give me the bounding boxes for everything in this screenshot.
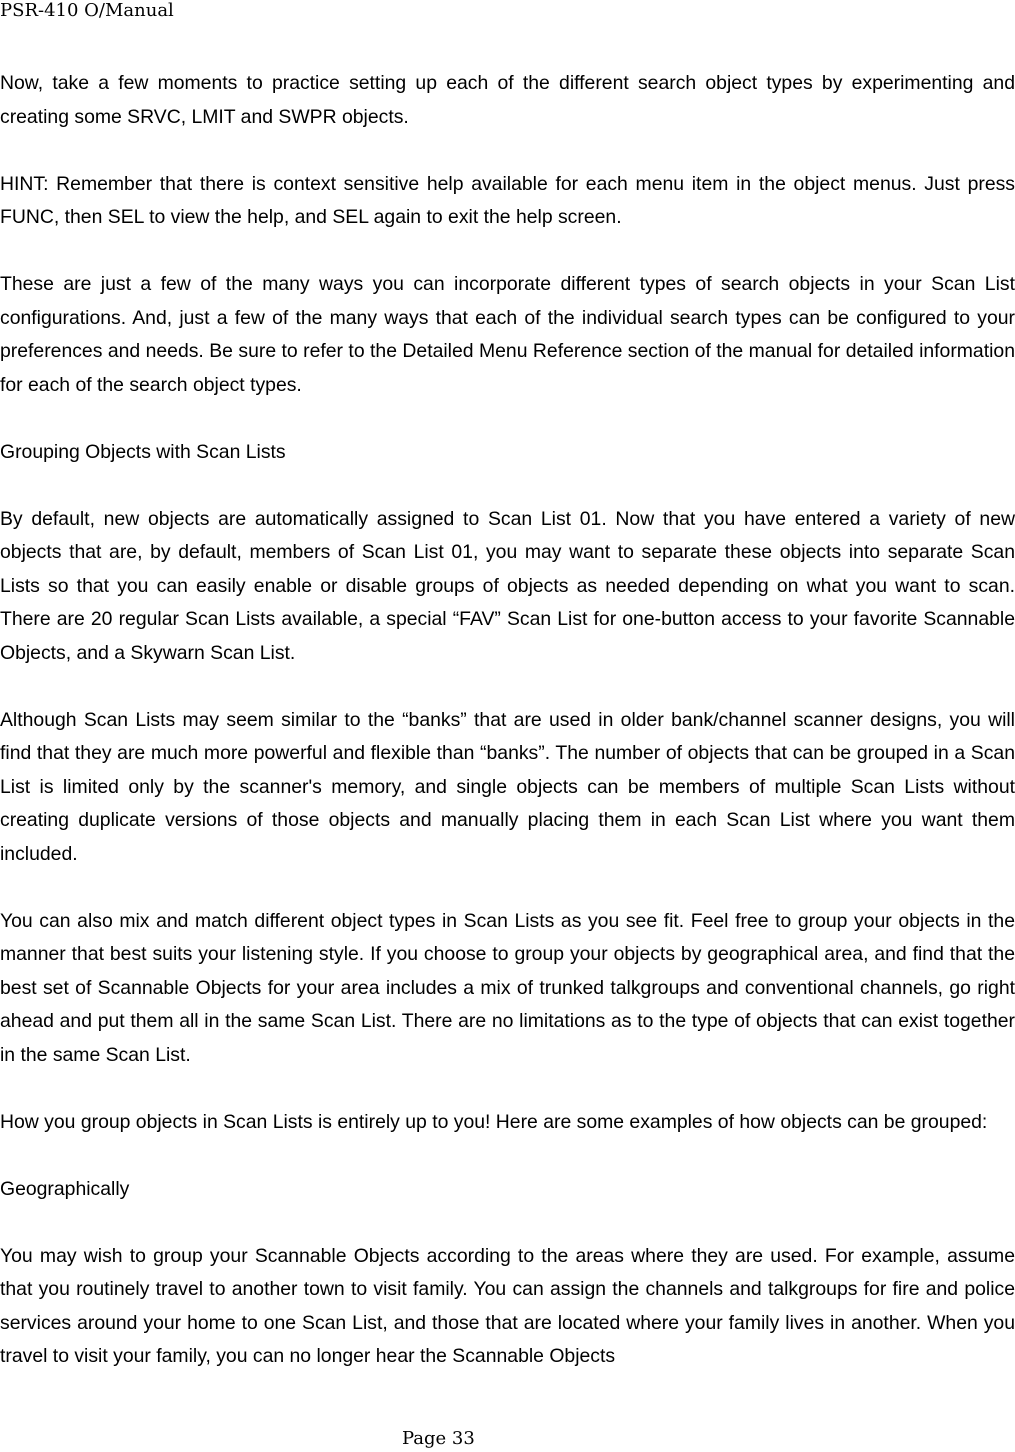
paragraph-search-objects: These are just a few of the many ways you can incorporate different types of search objects in your Scan List configurations. And, just a few of the many ways that each of the individual search types can be configured to your preferences and needs. Be sure to refer to the Detailed Menu Reference section of the manual for detailed information for each of the search object types. <box>0 273 1015 396</box>
document-body <box>0 67 1015 1374</box>
section-heading-grouping: Grouping Objects with Scan Lists <box>0 440 286 463</box>
page-header: PSR-410 O/Manual <box>0 0 174 21</box>
paragraph-hint: HINT: Remember that there is context sensitive help available for each menu item in the object menus. Just press FUNC, then SEL to view the help, and SEL again to exit the help screen. <box>0 172 1015 228</box>
paragraph-geographic: You may wish to group your Scannable Objects according to the areas where they are used. For example, assume that you routinely travel to another town to visit family. You can assign the channels and talkgroups for fire and police services around your home to one Scan List, and those that are located where your family lives in another. When you travel to visit your family, you can no longer hear the Scannable Objects <box>0 1244 1015 1367</box>
paragraph-banks: Although Scan Lists may seem similar to the “banks” that are used in older bank/channel scanner designs, you will find that they are much more powerful and flexible than “banks”. The number of objects that can be grouped in a Scan List is limited only by the scanner's memory, and single objects can be members of multiple Scan Lists without creating duplicate versions of those objects and manually placing them in each Scan List where you want them included. <box>0 708 1015 865</box>
page-number: Page 33 <box>402 1428 475 1449</box>
paragraph-default-scan-list: By default, new objects are automatically assigned to Scan List 01. Now that you have entered a variety of new objects that are, by default, members of Scan List 01, you may want to separate these objects into separate Scan Lists so that you can easily enable or disable groups of objects as needed depending on what you want to scan. There are 20 regular Scan Lists available, a special “FAV” Scan List for one-button access to your favorite Scannable Objects, and a Skywarn Scan List. <box>0 507 1015 664</box>
paragraph-examples: How you group objects in Scan Lists is entirely up to you! Here are some examples of how objects can be grouped: <box>0 1110 988 1133</box>
subheading-geographically: Geographically <box>0 1177 130 1200</box>
paragraph-practice: Now, take a few moments to practice setting up each of the different search object types by experimenting and creating some SRVC, LMIT and SWPR objects. <box>0 72 1015 128</box>
paragraph-mix-match: You can also mix and match different object types in Scan Lists as you see fit. Feel free to group your objects in the manner that best suits your listening style. If you choose to group your objects by geographical area, and find that the best set of Scannable Objects for your area includes a mix of trunked talkgroups and conventional channels, go right ahead and put them all in the same Scan List. There are no limitations as to the type of objects that can exist together in the same Scan List. <box>0 909 1015 1066</box>
